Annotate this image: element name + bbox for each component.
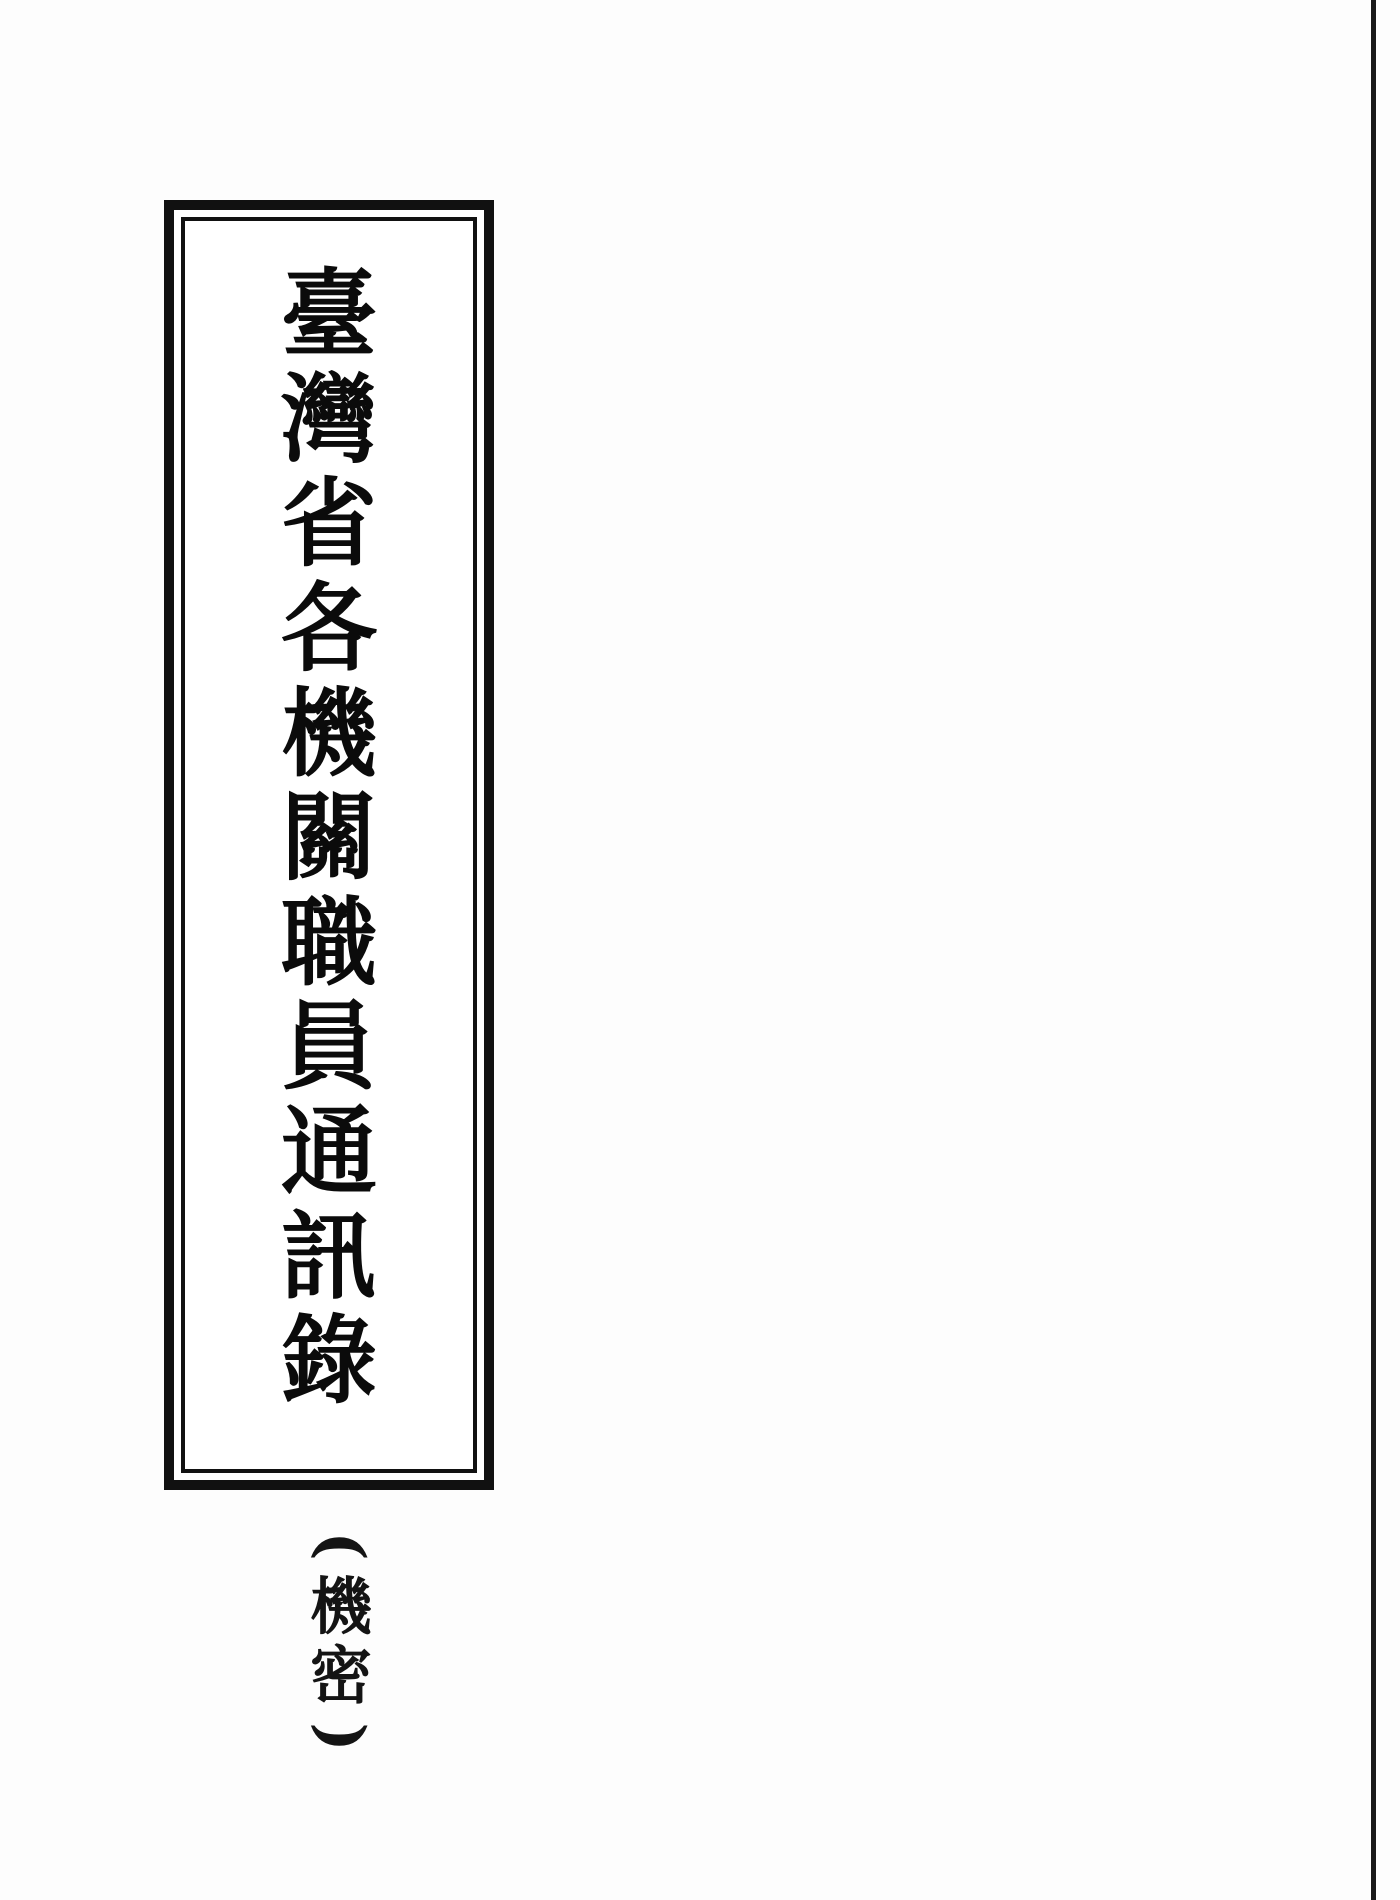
title-char: 灣: [281, 362, 377, 476]
title-char: 錄: [281, 1304, 377, 1418]
title-char: 職: [281, 885, 377, 999]
classification-char: 機: [309, 1570, 372, 1643]
classification-close-paren: ): [306, 1722, 379, 1752]
title-char: 臺: [281, 258, 377, 371]
title-char: 員: [281, 990, 377, 1104]
title-cartouche-frame: [164, 200, 494, 1490]
scan-edge-line: [1371, 0, 1376, 1900]
title-char: 訊: [281, 1199, 377, 1313]
title-frame-gap: [174, 210, 484, 1480]
title-char: 通: [281, 1095, 377, 1208]
title-frame-inner-rule: [181, 217, 477, 1473]
title-char: 關: [281, 781, 377, 895]
classification-open-paren: (: [306, 1531, 379, 1561]
classification-char: 密: [309, 1639, 372, 1713]
vertical-title: [185, 258, 473, 1418]
title-char: 各: [281, 571, 377, 685]
title-char: 省: [281, 467, 377, 581]
title-char: 機: [281, 676, 377, 790]
classification-mark: [266, 1520, 416, 1763]
